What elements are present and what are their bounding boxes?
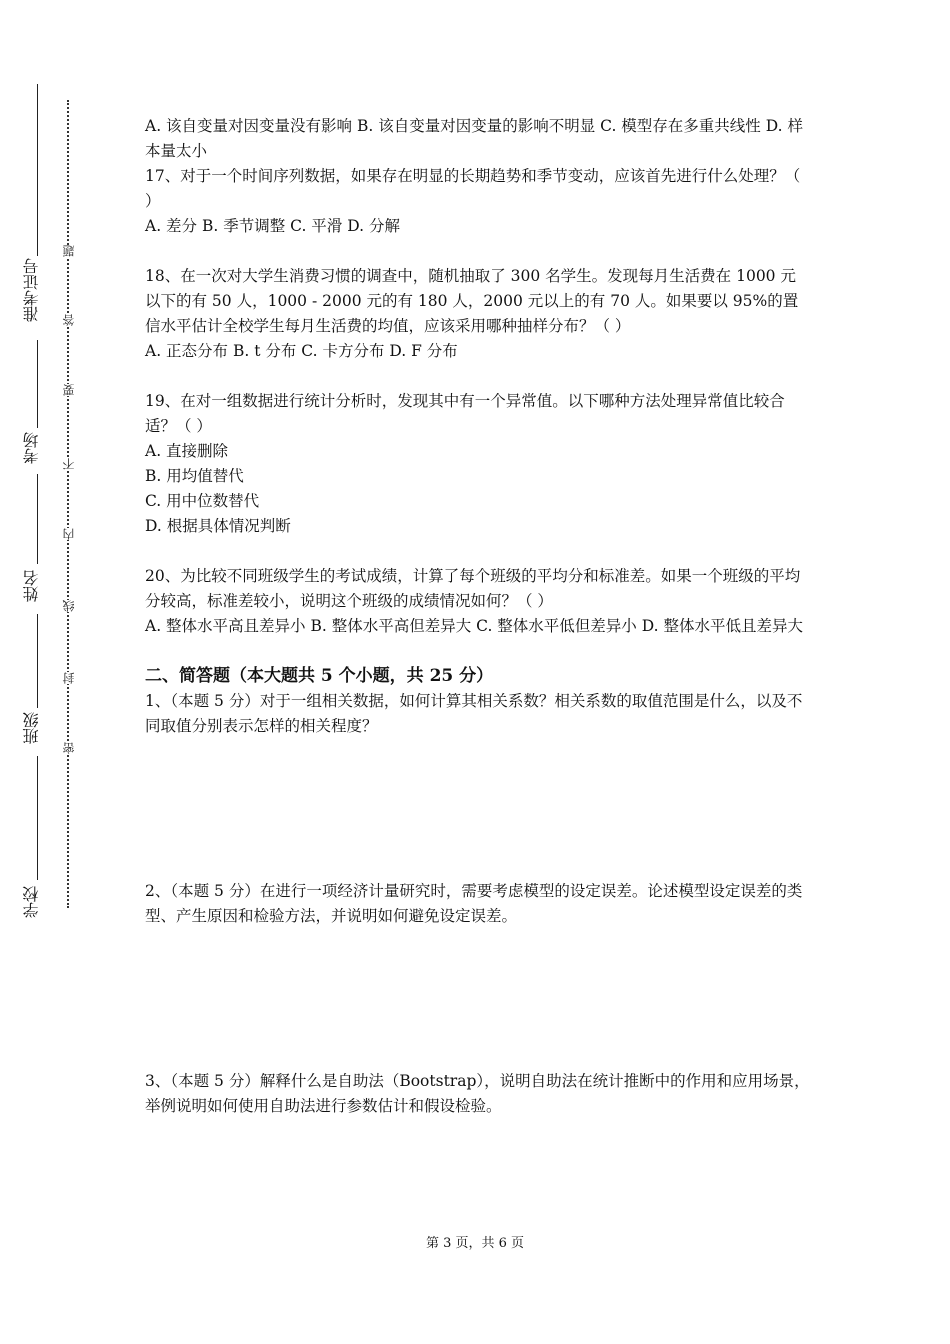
exam-content	[145, 114, 810, 1119]
margin-line	[37, 340, 38, 428]
section-title: 二、简答题（本大题共 5 个小题，共 25 分）	[145, 666, 494, 686]
question-19	[145, 389, 810, 539]
essay-question-3: 3、（本题 5 分）解释什么是自助法（Bootstrap），说明自助法在统计推断中的作用和应用场景，举例说明如何使用自助法进行参数估计和假设检验。	[145, 1072, 810, 1115]
q19-option-b: B. 用均值替代	[145, 467, 244, 485]
seal-dotted-line	[67, 100, 69, 908]
seal-char: 不	[62, 458, 76, 470]
q19-option-a: A. 直接删除	[145, 442, 229, 460]
field-school: 学校	[22, 886, 41, 918]
field-name: 姓名	[22, 570, 41, 602]
q18-stem: 18、在一次对大学生消费习惯的调查中，随机抽取了 300 名学生。发现每月生活费在 1000 元以下的有 50 人，1000 - 2000 元的有 180 人，2000 元以上的有 70 人。如果要以 95%的置信水平估计全校学生每月生活费的均值，应该采用哪种抽样分布？（ ）	[145, 267, 799, 335]
field-exam-room: 考场	[22, 432, 41, 464]
margin-line	[37, 84, 38, 256]
question-20	[145, 564, 810, 639]
essay-question-2: 2、（本题 5 分）在进行一项经济计量研究时，需要考虑模型的设定误差。论述模型设定误差的类型、产生原因和检验方法，并说明如何避免设定误差。	[145, 882, 803, 925]
q20-stem: 20、为比较不同班级学生的考试成绩，计算了每个班级的平均分和标准差。如果一个班级的平均分较高，标准差较小，说明这个班级的成绩情况如何？（ ）	[145, 567, 801, 610]
seal-char: 封	[62, 672, 76, 684]
q19-option-d: D. 根据具体情况判断	[145, 517, 291, 535]
essay-question-1: 1、（本题 5 分）对于一组相关数据，如何计算其相关系数？相关系数的取值范围是什么，以及不同取值分别表示怎样的相关程度？	[145, 692, 803, 735]
q19-option-c: C. 用中位数替代	[145, 492, 260, 510]
margin-line	[37, 614, 38, 708]
q20-options: A. 整体水平高且差异小 B. 整体水平高但差异大 C. 整体水平低但差异小 D. 整体水平低且差异大	[145, 617, 803, 635]
seal-char: 内	[62, 528, 76, 540]
seal-char: 密	[62, 742, 76, 754]
q17-stem: 17、对于一个时间序列数据，如果存在明显的长期趋势和季节变动，应该首先进行什么处理？（ ）	[145, 167, 801, 210]
q16-options: A. 该自变量对因变量没有影响 B. 该自变量对因变量的影响不明显 C. 模型存在多重共线性 D. 样本量太小	[145, 117, 803, 160]
field-class: 班级	[22, 712, 41, 744]
seal-char: 线	[62, 600, 76, 612]
q19-stem: 19、在对一组数据进行统计分析时，发现其中有一个异常值。以下哪种方法处理异常值比较合适？（ ）	[145, 392, 785, 435]
field-exam-number: 准考证号	[22, 258, 41, 322]
question-18	[145, 264, 810, 364]
question-17	[145, 164, 810, 239]
q17-options: A. 差分 B. 季节调整 C. 平滑 D. 分解	[145, 217, 400, 235]
seal-char: 题	[62, 245, 76, 257]
seal-char: 答	[62, 314, 76, 326]
page-footer: 第 3 页，共 6 页	[425, 1236, 525, 1251]
q18-options: A. 正态分布 B. t 分布 C. 卡方分布 D. F 分布	[145, 342, 458, 360]
seal-char: 要	[62, 384, 76, 396]
margin-line	[37, 474, 38, 564]
margin-line	[37, 756, 38, 880]
